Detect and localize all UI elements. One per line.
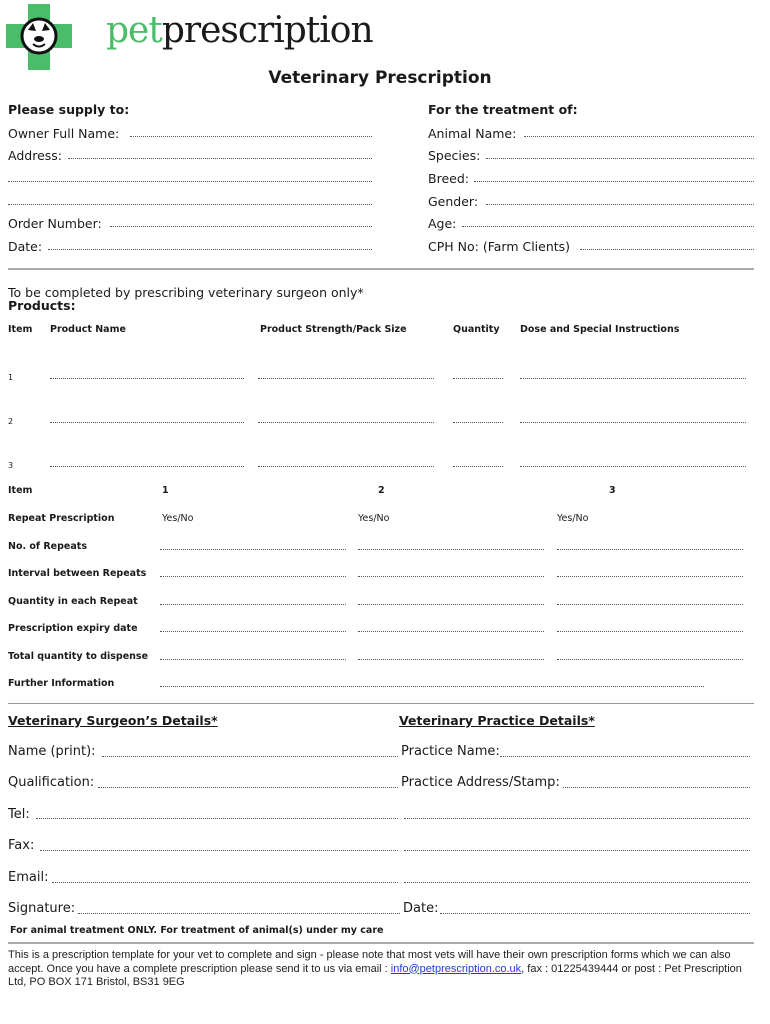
order-number-label: Order Number: [8,216,102,231]
repeat-item-label: Item [8,485,33,496]
cph-label: CPH No: (Farm Clients) [428,239,571,254]
animal-name-label: Animal Name: [428,126,517,141]
col-strength: Product Strength/Pack Size [260,324,407,335]
animal-name-field[interactable] [524,136,754,137]
breed-field[interactable] [474,181,754,182]
age-label: Age: [428,216,457,231]
address-field-2[interactable] [8,181,372,182]
repeat-yes-no-1[interactable]: Yes/No [162,513,194,524]
quantity-repeat-field-2[interactable] [358,604,544,605]
species-label: Species: [428,148,481,163]
product-row-2-qty[interactable] [453,422,503,423]
supply-heading: Please supply to: [8,102,130,117]
product-row-1-qty[interactable] [453,378,503,379]
repeat-prescription-label: Repeat Prescription [8,513,115,524]
col-product-name: Product Name [50,324,126,335]
product-row-3-strength[interactable] [258,466,434,467]
tel-label: Tel: [8,807,30,822]
date-label: Date: [8,239,43,254]
repeat-col-1: 1 [162,485,169,496]
address-field-3[interactable] [8,204,372,205]
product-row-3-num: 3 [8,461,14,470]
practice-address-field[interactable] [563,787,750,788]
surgeon-note: To be completed by prescribing veterinary surgeon only* [8,285,364,300]
gender-field[interactable] [486,204,754,205]
product-row-3-name[interactable] [50,466,244,467]
age-field[interactable] [462,226,754,227]
footer-text [8,949,754,990]
practice-date-field[interactable] [440,913,750,914]
surgeon-heading: Veterinary Surgeon’s Details* [8,713,218,728]
quantity-repeat-label: Quantity in each Repeat [8,596,138,607]
total-quantity-field-3[interactable] [557,659,743,660]
footer-email-link[interactable]: info@petprescription.co.uk [390,962,522,975]
treatment-heading: For the treatment of: [428,102,578,117]
product-row-3-dose[interactable] [520,466,746,467]
brand-name-prescription: prescription [161,10,373,51]
address-label: Address: [8,148,62,163]
owner-name-label: Owner Full Name: [8,126,120,141]
repeats-count-field-1[interactable] [160,549,346,550]
paw-cross-icon [6,4,90,70]
practice-address-field-2[interactable] [404,818,750,819]
qualification-label: Qualification: [8,775,95,790]
email-field[interactable] [52,882,398,883]
product-row-3-qty[interactable] [453,466,503,467]
product-row-1-name[interactable] [50,378,244,379]
practice-address-label: Practice Address/Stamp: [401,775,560,790]
footer-text-part2: , fax : 01225439444 or post : Pet Prescription Ltd, PO BOX 171 Bristol, BS31 9EG [8,962,742,988]
expiry-label: Prescription expiry date [8,623,138,634]
repeats-count-field-2[interactable] [358,549,544,550]
col-dose: Dose and Special Instructions [520,324,680,335]
repeats-count-label: No. of Repeats [8,541,87,552]
practice-address-field-3[interactable] [404,850,750,851]
fax-label: Fax: [8,838,35,853]
total-quantity-label: Total quantity to dispense [8,651,149,662]
logo [6,4,90,70]
col-quantity: Quantity [453,324,500,335]
expiry-field-3[interactable] [557,631,743,632]
divider-bottom [8,942,754,944]
fax-field[interactable] [40,850,398,851]
qualification-field[interactable] [98,787,398,788]
gender-label: Gender: [428,194,479,209]
divider-middle [8,703,754,704]
species-field[interactable] [486,158,754,159]
product-row-2-strength[interactable] [258,422,434,423]
divider-top [8,268,754,270]
products-heading: Products: [8,298,76,313]
expiry-field-1[interactable] [160,631,346,632]
email-label: Email: [8,870,49,885]
cph-field[interactable] [580,249,754,250]
footer-text-part1: This is a prescription template for your vet to complete and sign - please note that most vets will have their own prescription forms which we can also accept. Once you have a complete prescription please send it to us via email : [8,949,731,975]
practice-name-field[interactable] [500,756,750,757]
total-quantity-field-2[interactable] [358,659,544,660]
brand-name-pet: pet [106,10,162,51]
repeat-yes-no-2[interactable]: Yes/No [358,513,390,524]
total-quantity-field-1[interactable] [160,659,346,660]
repeat-col-3: 3 [609,485,616,496]
interval-label: Interval between Repeats [8,568,147,579]
repeat-yes-no-3[interactable]: Yes/No [557,513,589,524]
col-item: Item [8,324,33,335]
product-row-2-num: 2 [8,417,14,426]
practice-address-field-4[interactable] [404,882,750,883]
interval-field-1[interactable] [160,576,346,577]
practice-name-label: Practice Name: [401,744,500,759]
date-field[interactable] [48,249,372,250]
animal-only-note: For animal treatment ONLY. For treatment of animal(s) under my care [10,925,384,936]
product-row-1-strength[interactable] [258,378,434,379]
product-row-2-name[interactable] [50,422,244,423]
signature-label: Signature: [8,901,76,916]
surgeon-name-field[interactable] [102,756,398,757]
surgeon-name-label: Name (print): [8,744,96,759]
further-info-field[interactable] [160,686,704,687]
owner-name-field[interactable] [130,136,372,137]
repeat-col-2: 2 [378,485,385,496]
product-row-1-dose[interactable] [520,378,746,379]
further-info-label: Further Information [8,678,115,689]
brand-name [106,10,373,51]
product-row-2-dose[interactable] [520,422,746,423]
practice-heading: Veterinary Practice Details* [399,713,595,728]
expiry-field-2[interactable] [358,631,544,632]
practice-date-label: Date: [403,901,439,916]
document-title: Veterinary Prescription [268,68,492,88]
signature-field[interactable] [78,913,400,914]
interval-field-2[interactable] [358,576,544,577]
breed-label: Breed: [428,171,469,186]
tel-field[interactable] [36,818,398,819]
order-number-field[interactable] [110,226,372,227]
quantity-repeat-field-3[interactable] [557,604,743,605]
repeats-count-field-3[interactable] [557,549,743,550]
interval-field-3[interactable] [557,576,743,577]
address-field-1[interactable] [68,158,372,159]
quantity-repeat-field-1[interactable] [160,604,346,605]
product-row-1-num: 1 [8,373,14,382]
